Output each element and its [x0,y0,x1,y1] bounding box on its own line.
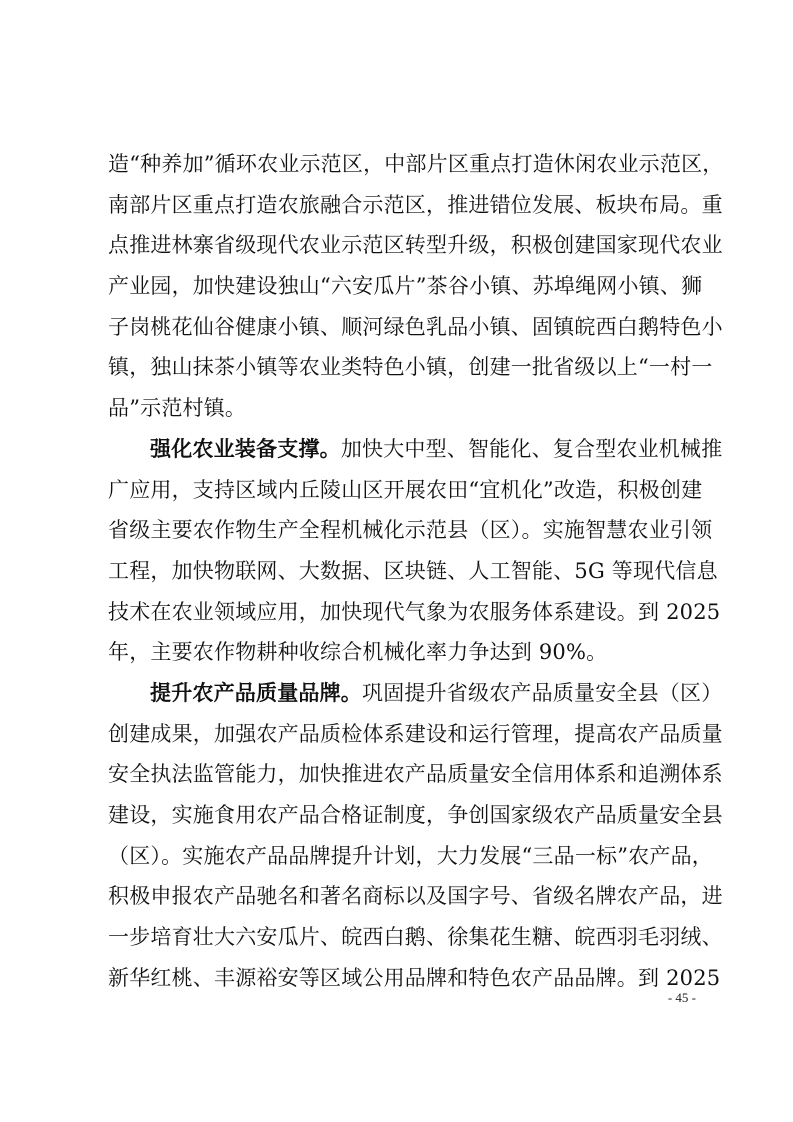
paragraph-start-line: 提升农产品质量品牌。巩固提升省级农产品质量安全县（区） [150,679,723,705]
text-line: 一步培育壮大六安瓜片、皖西白鹅、徐集花生糖、皖西羽毛羽绒、 [108,925,723,950]
text-line: 技术在农业领域应用，加快现代气象为农服务体系建设。到 2025 [108,599,721,624]
text-line: 南部片区重点打造农旅融合示范区，推进错位发展、板块布局。重 [108,192,723,217]
text-line: 省级主要农作物生产全程机械化示范县（区）。实施智慧农业引领 [108,518,713,543]
text-line: 积极申报农产品驰名和著名商标以及国字号、省级名牌农产品，进 [108,884,723,909]
text-line: 新华红桃、丰源裕安等区域公用品牌和特色农产品品牌。到 2025 [108,965,721,990]
text-line: 工程，加快物联网、大数据、区块链、人工智能、5G 等现代信息 [108,558,718,583]
page-number: - 45 - [667,990,696,1005]
text-line: 点推进林寨省级现代农业示范区转型升级，积极创建国家现代农业 [108,233,723,258]
text-line: 年，主要农作物耕种收综合机械化率力争达到 90%。 [108,640,608,665]
section-heading: 强化农业装备支撑。 [150,435,341,461]
text-line: 子岗桃花仙谷健康小镇、顺河绿色乳品小镇、固镇皖西白鹅特色小 [108,314,723,339]
text-line: 镇，独山抹茶小镇等农业类特色小镇，创建一批省级以上“一村一 [108,355,713,380]
text-line: 广应用，支持区域内丘陵山区开展农田“宜机化”改造，积极创建 [108,477,703,502]
text-line: 品”示范村镇。 [108,396,247,421]
paragraph-start-line: 强化农业装备支撑。加快大中型、智能化、复合型农业机械推 [150,435,723,461]
text-line: 产业园，加快建设独山“六安瓜片”茶谷小镇、苏埠绳网小镇、狮 [108,274,703,299]
text-line: 创建成果，加强农产品质检体系建设和运行管理，提高农产品质量 [108,721,723,746]
text-line: 安全执法监管能力，加快推进农产品质量安全信用体系和追溯体系 [108,762,723,787]
text-line: 造“种养加”循环农业示范区，中部片区重点打造休闲农业示范区， [108,152,724,176]
text-line: 建设，实施食用农产品合格证制度，争创国家级农产品质量安全县 [108,803,723,827]
section-heading: 提升农产品质量品牌。 [150,679,362,705]
text-line: （区）。实施农产品品牌提升计划，大力发展“三品一标”农产品， [108,843,713,868]
